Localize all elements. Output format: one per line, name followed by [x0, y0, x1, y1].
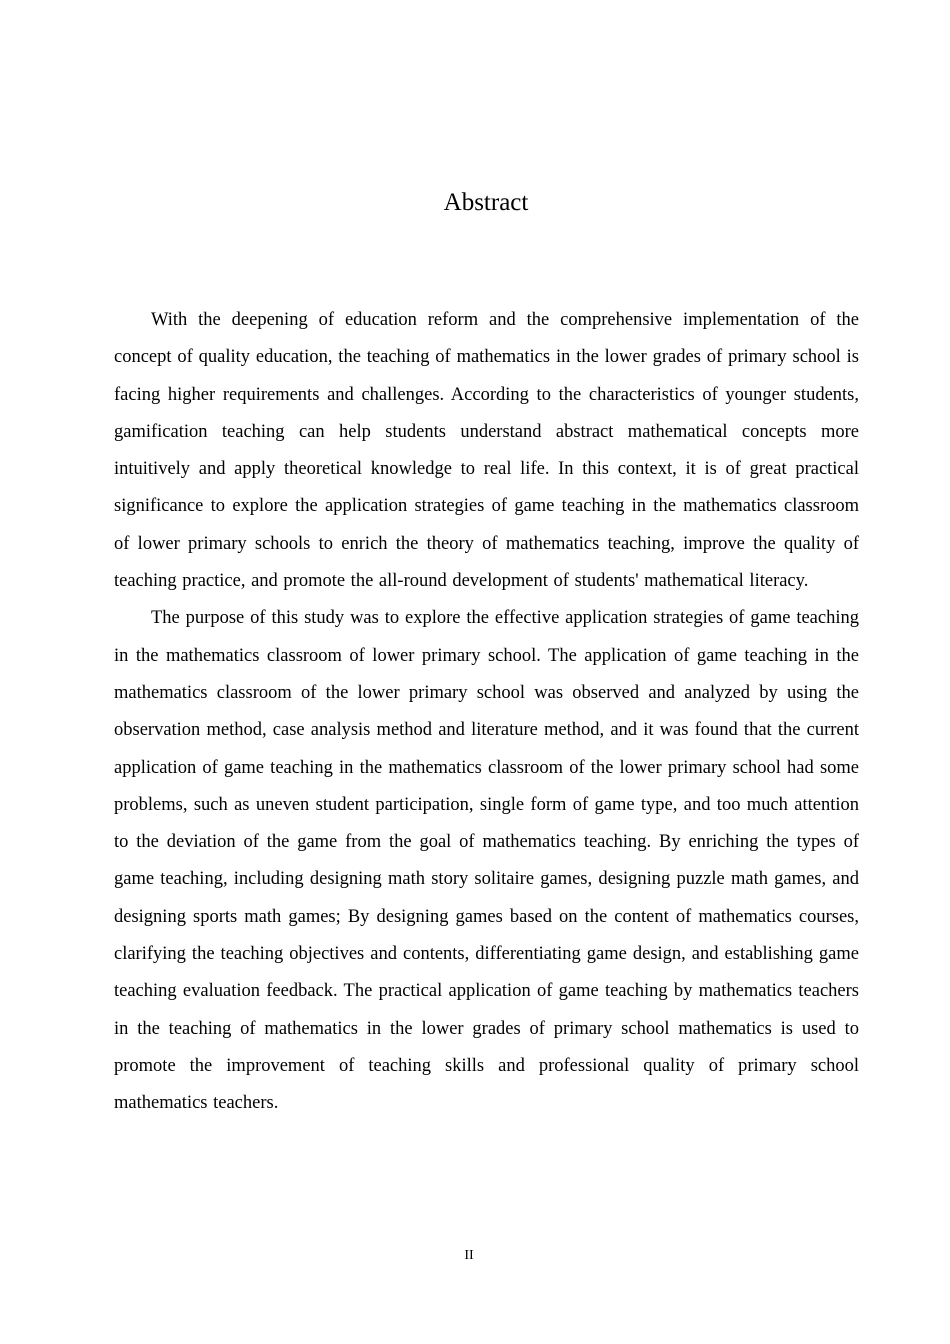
abstract-paragraph-2: The purpose of this study was to explore the effective application strategies of game teaching in the mathematics classroom of lower primary school. The application of game teaching in the mathematics classroom of the lower primary school was observed and analyzed by using the observation method, case analysis method and literature method, and it was found that the current application of game teaching in the mathematics classroom of the lower primary school had some problems, such as uneven student participation, single form of game type, and too much attention to the deviation of the game from the goal of mathematics teaching. By enriching the types of game teaching, including designing math story solitaire games, designing puzzle math games, and designing sports math games; By designing games based on the content of mathematics courses, clarifying the teaching objectives and contents, differentiating game design, and establishing game teaching evaluation feedback. The practical application of game teaching by mathematics teachers in the teaching of mathematics in the lower grades of primary school mathematics is used to promote the improvement of teaching skills and professional quality of primary school mathematics teachers.: [114, 608, 859, 1114]
abstract-body: [114, 302, 859, 1123]
page-title: Abstract: [443, 189, 529, 216]
abstract-paragraph-1: With the deepening of education reform and the comprehensive implementation of the concept of quality education, the teaching of mathematics in the lower grades of primary school is facing higher requirements and challenges. According to the characteristics of younger students, gamification teaching can help students understand abstract mathematical concepts more intuitively and apply theoretical knowledge to real life. In this context, it is of great practical significance to explore the application strategies of game teaching in the mathematics classroom of lower primary schools to enrich the theory of mathematics teaching, improve the quality of teaching practice, and promote the all-round development of students' mathematical literacy.: [114, 310, 859, 592]
page-number: II: [464, 1248, 474, 1263]
